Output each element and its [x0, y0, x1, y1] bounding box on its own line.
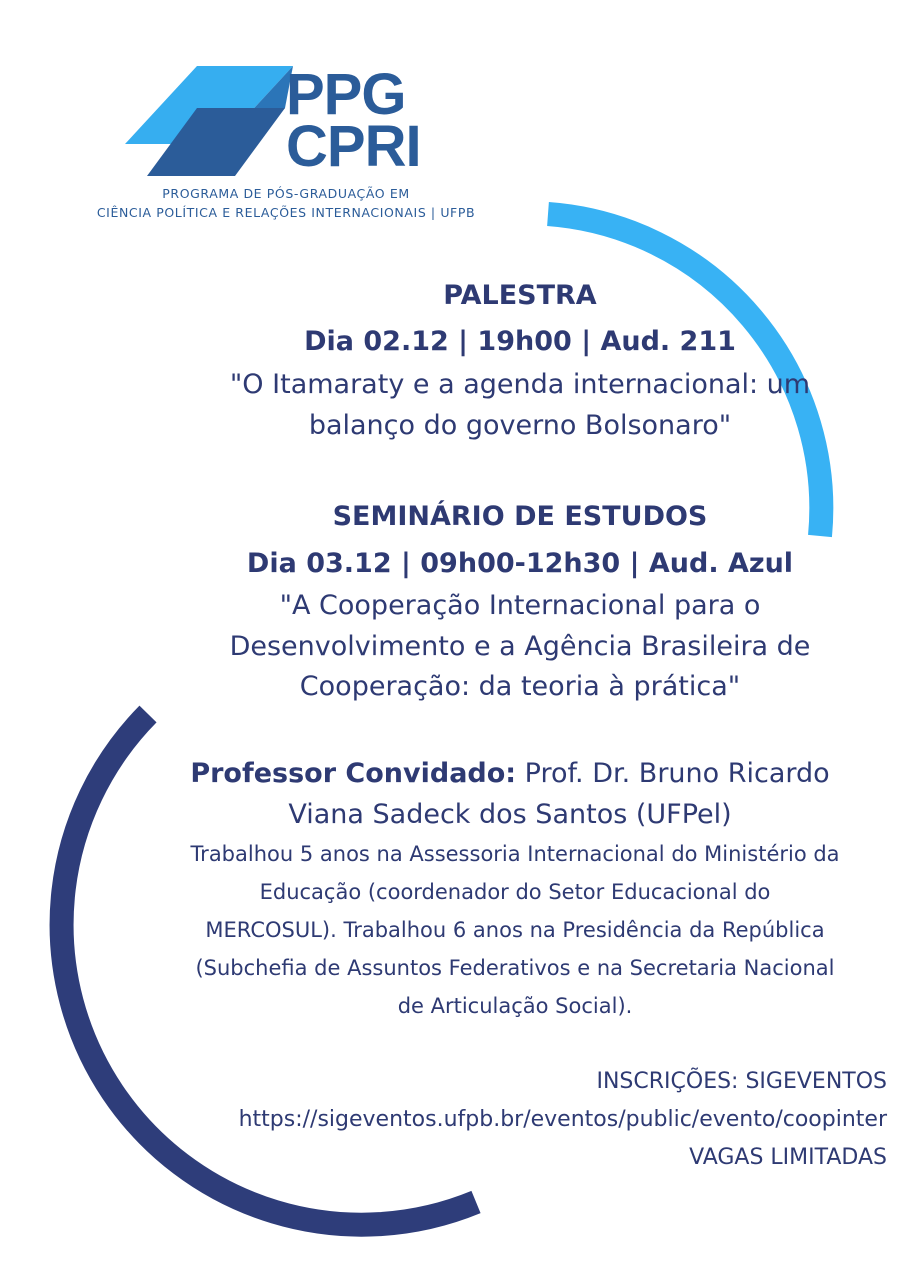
professor-name-part-2: Viana Sadeck dos Santos (UFPel) — [288, 799, 732, 830]
professor-bio-line-1: Trabalhou 5 anos na Assessoria Internacional do Ministério da — [190, 842, 840, 866]
professor-name-part-1: Prof. Dr. Bruno Ricardo — [516, 758, 830, 789]
seminario-title-line-1: "A Cooperação Internacional para o — [279, 590, 761, 621]
palestra-heading: PALESTRA — [443, 280, 597, 311]
registration-url[interactable]: https://sigeventos.ufpb.br/eventos/public/evento/coopinter — [238, 1107, 887, 1132]
logo-subtitle-line-2: CIÊNCIA POLÍTICA E RELAÇÕES INTERNACIONAIS | UFPB — [96, 205, 476, 220]
palestra-title-line-1: "O Itamaraty e a agenda internacional: um — [229, 369, 811, 400]
seminario-title-line-3: Cooperação: da teoria à prática" — [299, 671, 741, 702]
palestra-details: Dia 02.12 | 19h00 | Aud. 211 — [304, 326, 736, 357]
seminario-details: Dia 03.12 | 09h00-12h30 | Aud. Azul — [246, 548, 794, 579]
logo-subtitle-line-1: PROGRAMA DE PÓS-GRADUAÇÃO EM — [162, 186, 410, 201]
professor-label: Professor Convidado: — [190, 758, 517, 789]
seminario-title-line-2: Desenvolvimento e a Agência Brasileira de — [229, 631, 811, 662]
professor-bio-line-2: Educação (coordenador do Setor Educacional do — [259, 880, 771, 904]
logo-text-cpri: CPRI — [286, 114, 421, 179]
professor-bio-line-3: MERCOSUL). Trabalhou 6 anos na Presidência da República — [205, 918, 825, 942]
ppg-cpri-logo-mark — [125, 66, 295, 178]
professor-bio-line-5: de Articulação Social). — [397, 994, 633, 1018]
professor-line-1 — [140, 758, 880, 789]
logo-text-ppg: PPG — [286, 62, 406, 127]
limited-seats-note: VAGAS LIMITADAS — [689, 1145, 887, 1170]
palestra-title-line-2: balanço do governo Bolsonaro" — [308, 410, 732, 441]
seminario-heading: SEMINÁRIO DE ESTUDOS — [332, 501, 708, 532]
registration-label: INSCRIÇÕES: SIGEVENTOS — [596, 1069, 887, 1094]
professor-bio-line-4: (Subchefia de Assuntos Federativos e na Secretaria Nacional — [195, 956, 835, 980]
